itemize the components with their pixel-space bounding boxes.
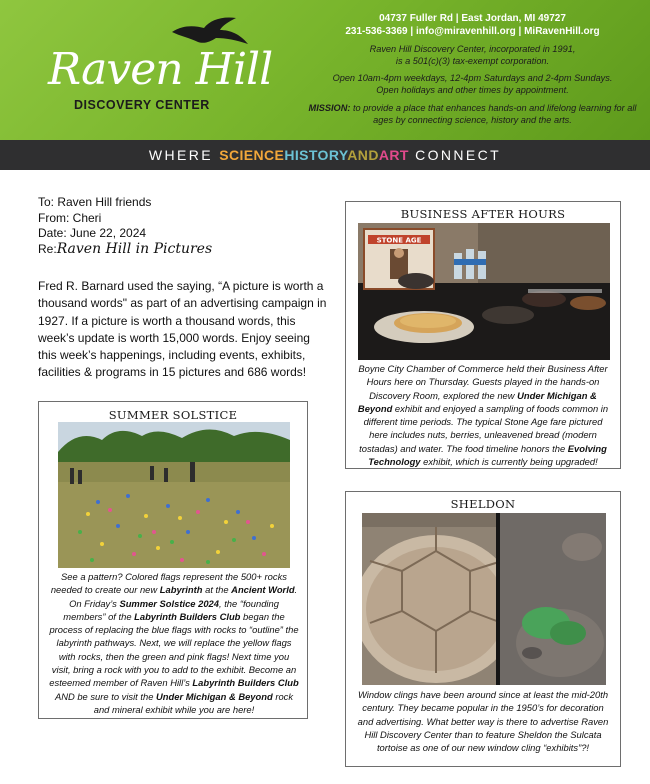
- caption-emphasis: Labyrinth: [159, 584, 203, 596]
- card-sheldon: [345, 491, 621, 767]
- card-title: BUSINESS AFTER HOURS: [400, 207, 566, 221]
- card-title: SHELDON: [450, 497, 516, 511]
- memo-re-label: Re:: [38, 241, 57, 256]
- sign-text: STONE AGE: [376, 236, 422, 245]
- mission-label: MISSION:: [308, 103, 351, 113]
- memo-from: From: Cheri: [38, 210, 102, 225]
- hours-line: Open 10am-4pm weekdays, 12-4pm Saturdays and 2-4pm Sundays.: [332, 73, 613, 83]
- caption-summer-solstice: [49, 570, 299, 716]
- photo-sheldon-tortoise: [362, 513, 606, 685]
- incorporation-line: is a 501(c)(3) tax-exempt corporation.: [395, 56, 550, 66]
- mission-statement: [300, 102, 645, 126]
- contact-line[interactable]: 231-536-3369 | info@miravenhill.org | MiRavenHill.org: [345, 26, 600, 37]
- caption-text: AND be sure to visit the: [54, 690, 157, 702]
- intro-paragraph: Fred R. Barnard used the saying, “A picture is worth a thousand words" as part of an advertising campaign in 1927. If a picture is worth a thousand words, this week’s update is worth 15,000 words. Enjoy seeing this week’s happenings, including events, exhibits, facilities & programs in 15 pictures and 686 words!: [38, 279, 327, 380]
- caption-text: exhibit, which is currently being upgraded!: [420, 456, 598, 468]
- incorporation-line: Raven Hill Discovery Center, incorporated in 1991,: [369, 44, 576, 54]
- tagline-suffix: CONNECT: [408, 147, 502, 163]
- caption-text: at the: [202, 584, 232, 596]
- caption-text: See a pattern? Colored flags represent the 500+ rocks needed to create our new: [50, 571, 287, 596]
- business-photo-art: [358, 223, 610, 360]
- memo-date: Date: June 22, 2024: [38, 226, 147, 240]
- mission-text: to provide a place that enhances hands-on and lifelong learning for all ages by connecting science, history and the arts.: [350, 103, 637, 125]
- caption-text: Boyne City Chamber of Commerce held their Business After Hours here on Thursday. Guests played in the hands-on Discovery Room, explored the new: [358, 363, 608, 401]
- logo-name: Raven Hill: [48, 44, 273, 95]
- card-business-after-hours: [345, 201, 621, 469]
- tagline-prefix: WHERE: [148, 147, 220, 163]
- caption-emphasis: Summer Solstice 2024: [119, 597, 219, 609]
- caption-text: began the process of replacing the blue flags with rocks to “outline” the labyrinth pathways. Next, we will replace the yellow flags with rocks, then the green and pink flags! Next time you visit, bring a rock with you to add to the exhibit. Become an esteemed member of Raven Hill’s: [49, 610, 299, 689]
- photo-business-after-hours: [358, 223, 610, 360]
- card-title: SUMMER SOLSTICE: [108, 408, 238, 422]
- caption-emphasis: Labyrinth Builders Club: [192, 677, 299, 689]
- caption-emphasis: Evolving Technology: [368, 442, 607, 468]
- caption-emphasis: Ancient World: [231, 584, 295, 596]
- tagline-banner: [0, 140, 650, 170]
- header-info: [300, 12, 645, 126]
- caption-emphasis: Labyrinth Builders Club: [134, 610, 241, 622]
- address: 04737 Fuller Rd | East Jordan, MI 49727: [379, 13, 566, 24]
- caption-business-after-hours: [354, 362, 612, 468]
- tagline-science: SCIENCE: [219, 147, 285, 163]
- hours-line: Open holidays and other times by appointment.: [376, 85, 569, 95]
- caption-emphasis: Under Michigan & Beyond: [357, 389, 597, 414]
- memo-re: [38, 242, 328, 258]
- caption-text: exhibit and enjoyed a sampling of foods common in different time periods. The typical Stone Age fare pictured here includes nuts, berries, unleavened bread (modern tostadas) and water. The food timeline honors the: [359, 402, 609, 454]
- tagline-art: ART: [378, 147, 409, 163]
- tagline-history: HISTORY: [284, 147, 348, 163]
- header: [0, 0, 650, 140]
- solstice-photo-art: [58, 422, 290, 568]
- caption-text: , the “founding members” of the: [63, 597, 279, 622]
- incorporation-note: [300, 43, 645, 67]
- hours-note: [300, 72, 645, 96]
- memo-header: [38, 195, 328, 257]
- photo-summer-solstice: [58, 422, 290, 568]
- card-summer-solstice: [38, 401, 308, 719]
- sheldon-photo-art: [362, 513, 606, 685]
- memo-to: To: Raven Hill friends: [38, 195, 152, 209]
- caption-sheldon: Window clings have been around since at least the mid-20th century. They became popular in the 1950’s for decoration and advertising. What better way is there to advertise Raven Hill Discovery Center than to feature Sheldon the Sulcata tortoise as one of our new window cling “exhibits”?!: [357, 689, 609, 754]
- caption-emphasis: Under Michigan & Beyond: [156, 690, 273, 702]
- logo-subtitle: DISCOVERY CENTER: [74, 98, 210, 112]
- caption-text: . On Friday’s: [69, 584, 298, 609]
- caption-text: rock and mineral exhibit while you are here!: [93, 690, 294, 715]
- tagline-and: AND: [347, 147, 379, 163]
- memo-re-title: Raven Hill in Pictures: [56, 240, 213, 257]
